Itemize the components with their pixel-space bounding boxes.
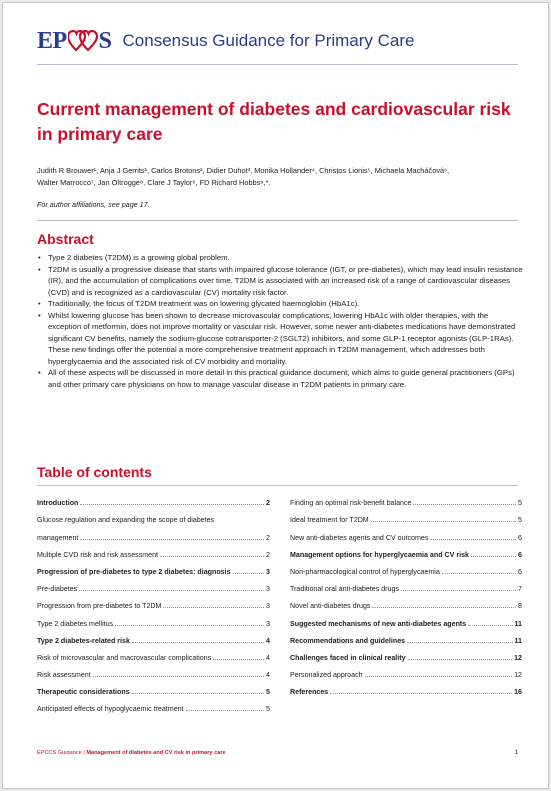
toc-entry[interactable] [37, 524, 270, 541]
toc-entry[interactable] [290, 610, 522, 627]
toc-entry[interactable] [37, 576, 270, 593]
toc-entry-page: 7 [518, 585, 522, 594]
abstract-item: • All of these aspects will be discussed in more detail in this practical guidance document, which aims to guide general practitioners (GPs) and other primary care physicians on how to manage vascular disease in T2DM patients in primary care. [37, 367, 523, 390]
toc-entry[interactable] [290, 628, 522, 645]
toc-entry-page: 5 [266, 705, 270, 714]
section-divider [37, 220, 518, 221]
abstract-item: • T2DM is usually a progressive disease that starts with impaired glucose tolerance (IGT, or pre-diabetes), which may lead insulin resistance (IR), and the accumulation of complications over time. T2DM is associated with an increased risk of a range of cardiovascular diseases (CVD) and is recognized as a cardiovascular (CV) mortality risk factor. [37, 264, 523, 299]
toc-leader-dots [132, 641, 264, 643]
article-title-line2: in primary care [37, 124, 163, 144]
toc-entry-page: 16 [514, 688, 522, 697]
toc-entry-page: 4 [266, 653, 270, 662]
toc-leader-dots [163, 606, 264, 608]
toc-right-column [290, 490, 522, 696]
toc-entry-title: Introduction [37, 499, 79, 508]
toc-entry[interactable] [37, 542, 270, 559]
toc-entry-title: Traditional oral anti-diabetes drugs [290, 585, 399, 594]
toc-entry-title: Suggested mechanisms of new anti-diabetes agents [290, 619, 467, 628]
toc-entry-page: 2 [266, 550, 270, 559]
toc-entry-title: Type 2 diabetes-related risk [37, 636, 130, 645]
brand-header [37, 29, 415, 53]
toc-leader-dots [93, 675, 264, 677]
toc-leader-dots [330, 692, 512, 694]
header-divider [37, 64, 518, 65]
toc-leader-dots [408, 658, 513, 660]
toc-entry[interactable] [37, 610, 270, 627]
toc-divider [37, 485, 518, 486]
toc-entry-title: Finding an optimal risk-benefit balance [290, 499, 412, 508]
toc-entry-title: Non-pharmacological control of hyperglycaemia [290, 567, 440, 576]
toc-entry-page: 3 [266, 619, 270, 628]
toc-leader-dots [115, 624, 264, 626]
toc-entry-title: New anti-diabetes agents and CV outcomes [290, 533, 429, 542]
abstract-item: • Type 2 diabetes (T2DM) is a growing global problem. [37, 252, 523, 264]
toc-entry-title: Therapeutic considerations [37, 688, 130, 697]
toc-entry[interactable] [290, 559, 522, 576]
toc-entry-page: 2 [266, 533, 270, 542]
toc-entry-title: Progression from pre-diabetes to T2DM [37, 602, 162, 611]
toc-entry-title: Multiple CVD risk and risk assessment [37, 550, 159, 559]
toc-leader-dots [365, 675, 513, 677]
toc-entry[interactable] [37, 559, 270, 576]
toc-entry[interactable] [290, 507, 522, 524]
toc-entry-title: References [290, 688, 329, 697]
footer-separator: | [81, 750, 87, 756]
toc-entry-page: 6 [518, 550, 522, 559]
toc-entry-title: Risk of microvascular and macrovascular complications [37, 653, 212, 662]
toc-entry-title: Ideal treatment for T2DM [290, 516, 369, 525]
page-footer [37, 750, 518, 756]
toc-leader-dots [430, 538, 516, 540]
author-list [37, 165, 521, 189]
toc-leader-dots [132, 692, 264, 694]
toc-entry[interactable] [290, 662, 522, 679]
toc-leader-dots [468, 624, 512, 626]
toc-entry[interactable] [37, 628, 270, 645]
toc-entry-title: management [37, 533, 79, 542]
toc-entry[interactable] [290, 576, 522, 593]
footer-prefix: EPCCS Guidance [37, 750, 82, 756]
toc-entry-title: Progression of pre-diabetes to type 2 diabetes: diagnosis [37, 567, 231, 576]
toc-heading: Table of contents [37, 464, 152, 480]
toc-entry[interactable] [37, 507, 270, 524]
toc-entry[interactable] [37, 645, 270, 662]
toc-entry-title: Recommendations and guidelines [290, 636, 406, 645]
toc-leader-dots [442, 572, 516, 574]
toc-entry[interactable] [37, 696, 270, 713]
toc-leader-dots [407, 641, 512, 643]
toc-entry[interactable] [290, 490, 522, 507]
toc-leader-dots [186, 709, 264, 711]
toc-entry-title: Anticipated effects of hypoglycaemic treatment [37, 705, 184, 714]
toc-leader-dots [413, 503, 516, 505]
toc-entry-page: 5 [266, 688, 270, 697]
toc-entry-page: 6 [518, 567, 522, 576]
toc-entry[interactable] [37, 679, 270, 696]
toc-leader-dots [371, 520, 516, 522]
abstract-list [37, 252, 523, 390]
affiliation-note: For author affiliations, see page 17. [37, 200, 150, 209]
brand-title: Consensus Guidance for Primary Care [122, 31, 415, 50]
toc-entry-page: 11 [514, 636, 522, 645]
abstract-item: • Whilst lowering glucose has been shown to decrease microvascular complications, lowering HbA1c with older therapies, with the exception of metformin, does not improve mortality or vascular risk. However, some newer anti-diabetes medications have demonstrated significant CV benefits, namely the sodium-glucose cotransporter-2 (SGLT2) inhibitors, and some GLP-1 receptor agonists (GLP-1RAs). These new findings offer the potential a more comprehensive treatment approach in T2DM management, which addresses both hyperglycaemia and the associated risk of CV morbidity and mortality. [37, 310, 523, 368]
authors-line2: Walter Marrocco⁷, Jan Oltrogge⁸, Clare J Taylor⁹, FD Richard Hobbs⁹,*. [37, 178, 271, 187]
toc-entry[interactable] [290, 593, 522, 610]
toc-entry-title: Risk assessment [37, 671, 91, 680]
toc-entry-title: Glucose regulation and expanding the scope of diabetes [37, 516, 215, 525]
toc-entry[interactable] [37, 490, 270, 507]
toc-entry-page: 11 [514, 619, 522, 628]
toc-entry-title: Novel anti-diabetes drugs [290, 602, 371, 611]
hearts-logo-icon [68, 30, 98, 52]
toc-entry[interactable] [37, 593, 270, 610]
toc-entry[interactable] [290, 679, 522, 696]
article-title-line1: Current management of diabetes and cardiovascular risk [37, 99, 511, 119]
toc-entry-title: Challenges faced in clinical reality [290, 653, 406, 662]
toc-leader-dots [213, 658, 264, 660]
abstract-heading: Abstract [37, 231, 94, 247]
toc-entry-title: Management options for hyperglycaemia and CV risk [290, 550, 469, 559]
toc-entry-title: Pre-diabetes [37, 585, 78, 594]
toc-entry-page: 5 [518, 499, 522, 508]
toc-entry-page: 4 [266, 671, 270, 680]
toc-entry-page: 8 [518, 602, 522, 611]
toc-leader-dots [80, 503, 264, 505]
toc-entry-page: 3 [266, 585, 270, 594]
toc-entry[interactable] [290, 645, 522, 662]
toc-entry-page: 3 [266, 602, 270, 611]
epccs-logo [37, 28, 112, 55]
toc-leader-dots [372, 606, 516, 608]
toc-entry-title: Personalized approach [290, 671, 363, 680]
toc-entry-page: 6 [518, 533, 522, 542]
toc-leader-dots [471, 555, 516, 557]
toc-entry[interactable] [37, 662, 270, 679]
toc-entry-page: 12 [514, 671, 522, 680]
toc-entry-title: Type 2 diabetes mellitus [37, 619, 114, 628]
footer-left [37, 750, 226, 756]
document-page [2, 2, 549, 789]
toc-left-column [37, 490, 270, 713]
article-title [37, 97, 517, 147]
abstract-item: • Traditionally, the focus of T2DM treatment was on lowering glycated haemoglobin (HbA1c). [37, 298, 523, 310]
toc-entry[interactable] [290, 542, 522, 559]
logo-text-right: S [98, 27, 112, 54]
toc-leader-dots [80, 538, 264, 540]
footer-title: Management of diabetes and CV risk in primary care [86, 750, 226, 756]
toc-entry-page: 4 [266, 636, 270, 645]
authors-line1: Judith R Brouwer¹, Anja J Gerrits¹, Carlos Brotons², Didier Duhot³, Monika Hollander⁴, Christos Lionis⁵, Michaela Macháčová⁶, [37, 166, 450, 175]
toc-entry[interactable] [290, 524, 522, 541]
toc-entry-page: 12 [514, 653, 522, 662]
toc-leader-dots [79, 589, 264, 591]
logo-text-left: EP [37, 27, 67, 54]
toc-entry-page: 3 [266, 567, 270, 576]
toc-entry-page: 2 [266, 499, 270, 508]
toc-entry-page: 5 [518, 516, 522, 525]
toc-leader-dots [233, 572, 265, 574]
toc-leader-dots [160, 555, 264, 557]
page-number: 1 [514, 750, 518, 756]
toc-leader-dots [401, 589, 516, 591]
